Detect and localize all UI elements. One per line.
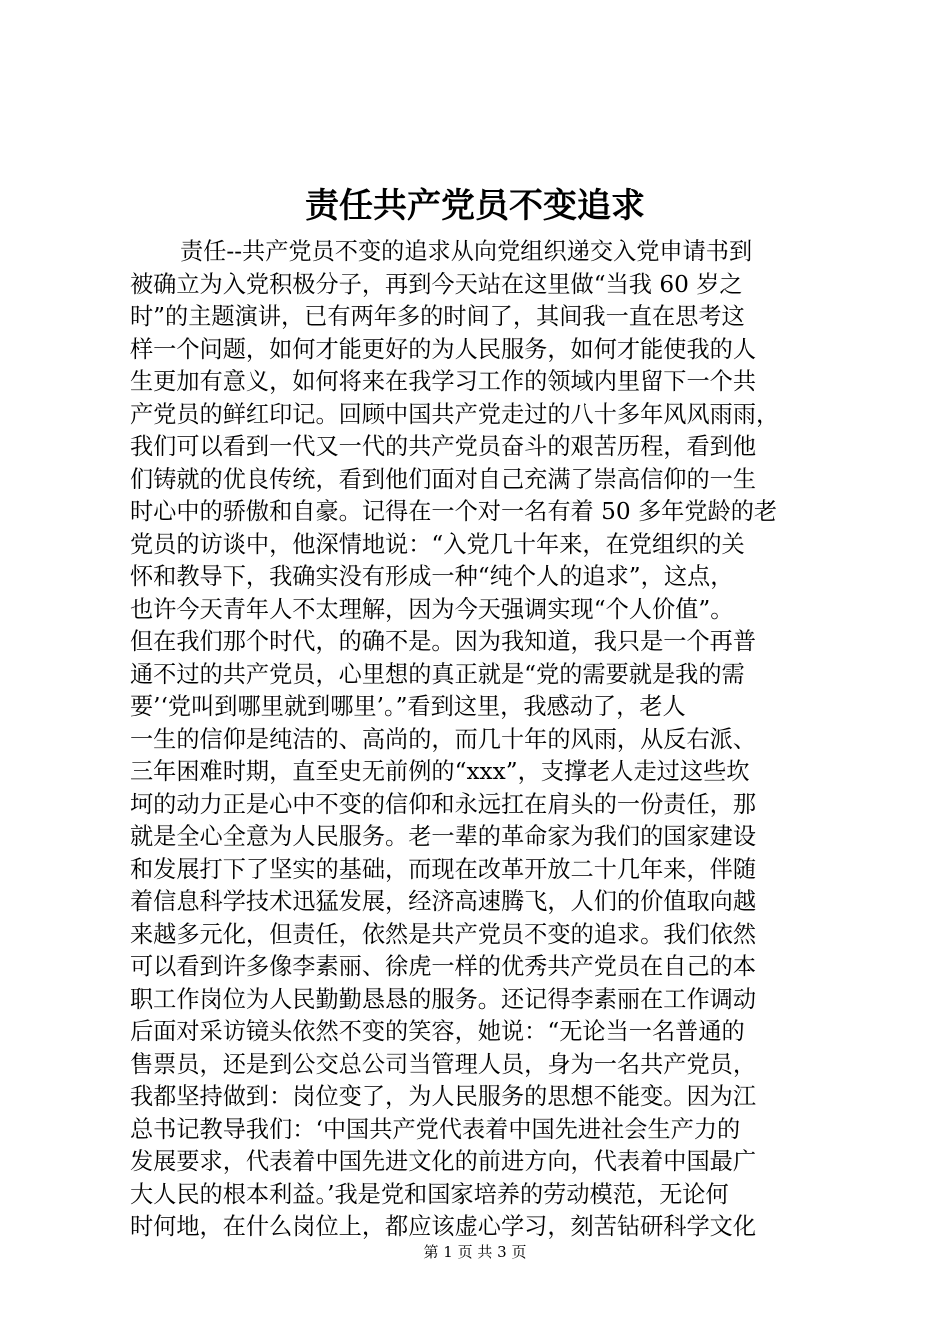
text-line: 来越多元化，但责任，依然是共产党员不变的追求。我们依然 (130, 920, 757, 948)
text-line: 和发展打下了坚实的基础，而现在改革开放二十几年来，伴随 (130, 855, 757, 883)
text-line: 坷的动力正是心中不变的信仰和永远扛在肩头的一份责任，那 (130, 790, 757, 818)
text-line: 但在我们那个时代，的确不是。因为我知道，我只是一个再普 (130, 628, 757, 655)
text-line: 售票员，还是到公交总公司当管理人员，身为一名共产党员， (130, 1050, 757, 1078)
text-line: 大人民的根本利益。’我是党和国家培养的劳动模范，无论何 (130, 1180, 729, 1208)
text-line: 时”的主题演讲，已有两年多的时间了，其间我一直在思考这 (130, 303, 745, 330)
text-line: 责任--共产党员不变的追求从向党组织递交入党申请书到 (180, 238, 753, 265)
text-line: 总书记教导我们：‘中国共产党代表着中国先进社会生产力的 (130, 1115, 741, 1143)
text-line: 发展要求，代表着中国先进文化的前进方向，代表着中国最广 (130, 1148, 757, 1175)
text-line: 样一个问题，如何才能更好的为人民服务，如何才能使我的人 (130, 335, 757, 363)
text-line: 三年困难时期，直至史无前例的“xxx”，支撑老人走过这些坎 (130, 758, 750, 785)
text-line: 可以看到许多像李素丽、徐虎一样的优秀共产党员在自己的本 (130, 953, 757, 980)
text-line: 时心中的骄傲和自豪。记得在一个对一名有着 50 多年党龄的老 (130, 498, 778, 525)
text-line: 通不过的共产党员，心里想的真正就是“党的需要就是我的需 (130, 660, 745, 688)
text-line: 也许今天青年人不太理解，因为今天强调实现“个人价值”。 (130, 595, 734, 623)
text-line: 被确立为入党积极分子，再到今天站在这里做“当我 60 岁之 (130, 270, 743, 298)
text-line: 党员的访谈中，他深情地说：“入党几十年来，在党组织的关 (130, 530, 745, 558)
text-line: 怀和教导下，我确实没有形成一种“纯个人的追求”，这点， (130, 563, 734, 590)
body-paragraph (130, 236, 830, 1244)
text-line: 生更加有意义，如何将来在我学习工作的领域内里留下一个共 (130, 368, 757, 395)
text-line: 职工作岗位为人民勤勤恳恳的服务。还记得李素丽在工作调动 (130, 985, 757, 1013)
text-line: 后面对采访镜头依然不变的笑容，她说：“无论当一名普通的 (130, 1018, 745, 1045)
page-footer: 第 1 页 共 3 页 (423, 1243, 527, 1261)
document-title: 责任共产党员不变追求 (305, 186, 645, 226)
text-line: 们铸就的优良传统，看到他们面对自己充满了崇高信仰的一生 (130, 465, 757, 493)
text-line: 时何地，在什么岗位上，都应该虚心学习，刻苦钻研科学文化 (130, 1213, 757, 1240)
text-line: 我们可以看到一代又一代的共产党员奋斗的艰苦历程，看到他 (130, 433, 757, 460)
text-line: 产党员的鲜红印记。回顾中国共产党走过的八十多年风风雨雨， (130, 400, 780, 428)
text-line: 着信息科学技术迅猛发展，经济高速腾飞，人们的价值取向越 (130, 888, 757, 915)
text-line: 一生的信仰是纯洁的、高尚的，而几十年的风雨，从反右派、 (130, 725, 757, 753)
text-line: 要’‘党叫到哪里就到哪里’。”看到这里，我感动了，老人 (130, 693, 686, 720)
text-line: 我都坚持做到：岗位变了，为人民服务的思想不能变。因为江 (130, 1083, 757, 1110)
text-line: 就是全心全意为人民服务。老一辈的革命家为我们的国家建设 (130, 823, 757, 850)
